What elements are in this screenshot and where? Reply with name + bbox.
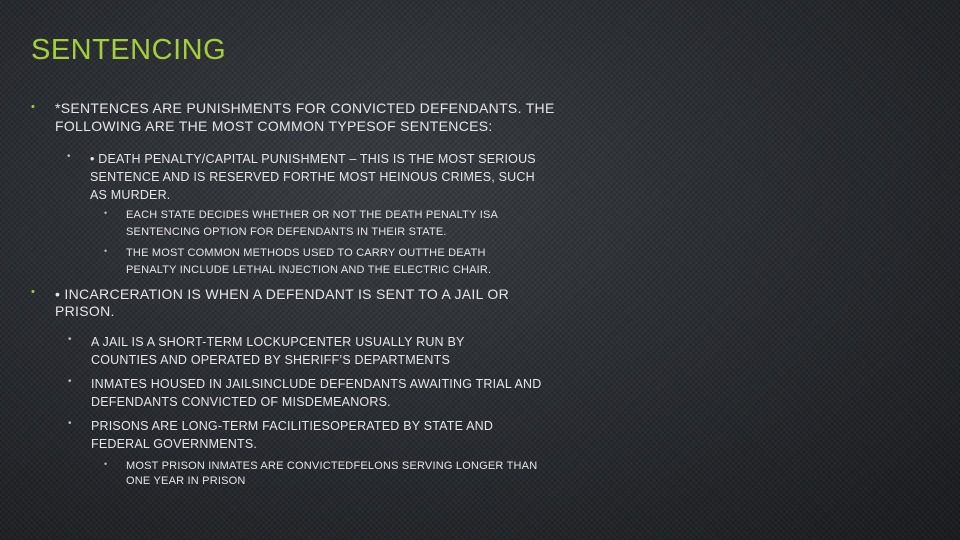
- bullet-text: INMATES HOUSED IN JAILSINCLUDE DEFENDANTS AWAITING TRIAL AND DEFENDANTS CONVICTED OF MISDEMEANORS.: [91, 377, 542, 410]
- bullet-text: MOST PRISON INMATES ARE CONVICTEDFELONS SERVING LONGER THAN ONE YEAR IN PRISON: [126, 460, 538, 487]
- bullet-prisons: [68, 417, 551, 453]
- bullet-jail-inmates: [68, 375, 561, 411]
- bullet-text: • INCARCERATION IS WHEN A DEFENDANT IS SENT TO A JAIL OR PRISON.: [55, 286, 509, 319]
- bullet-sentences-intro: [31, 100, 575, 135]
- bullet-marker: •: [68, 334, 72, 345]
- bullet-incarceration: [31, 286, 565, 320]
- bullet-jail: [68, 333, 531, 369]
- bullet-text: THE MOST COMMON METHODS USED TO CARRY OUTTHE DEATH PENALTY INCLUDE LETHAL INJECTION AND THE ELECTRIC CHAIR.: [126, 247, 492, 276]
- bullet-marker: •: [104, 246, 108, 256]
- bullet-text: • DEATH PENALTY/CAPITAL PUNISHMENT – THIS IS THE MOST SERIOUS SENTENCE AND IS RESERVED FORTHE MOST HEINOUS CRIMES, SUCH AS MURDER.: [90, 152, 536, 203]
- bullet-marker: •: [31, 101, 36, 113]
- bullet-marker: •: [67, 151, 71, 162]
- bullet-marker: •: [68, 418, 72, 429]
- slide-title: SENTENCING: [31, 34, 227, 66]
- bullet-state-decides: [104, 207, 536, 240]
- bullet-marker: •: [104, 459, 108, 469]
- bullet-text: A JAIL IS A SHORT-TERM LOCKUPCENTER USUALLY RUN BY COUNTIES AND OPERATED BY SHERIFF’S DEPARTMENTS: [91, 335, 465, 368]
- bullet-text: PRISONS ARE LONG-TERM FACILITIESOPERATED BY STATE AND FEDERAL GOVERNMENTS.: [91, 419, 494, 452]
- bullet-text: *SENTENCES ARE PUNISHMENTS FOR CONVICTED DEFENDANTS. THE FOLLOWING ARE THE MOST COMMON TYPESOF SENTENCES:: [55, 100, 555, 134]
- bullet-marker: •: [104, 208, 108, 218]
- bullet-marker: •: [68, 376, 72, 387]
- bullet-methods: [104, 245, 536, 278]
- bullet-text: EACH STATE DECIDES WHETHER OR NOT THE DEATH PENALTY ISA SENTENCING OPTION FOR DEFENDANTS IN THEIR STATE.: [126, 209, 498, 238]
- bullet-death-penalty: [67, 150, 540, 204]
- bullet-prison-inmates: [104, 459, 546, 489]
- bullet-marker: •: [31, 286, 36, 298]
